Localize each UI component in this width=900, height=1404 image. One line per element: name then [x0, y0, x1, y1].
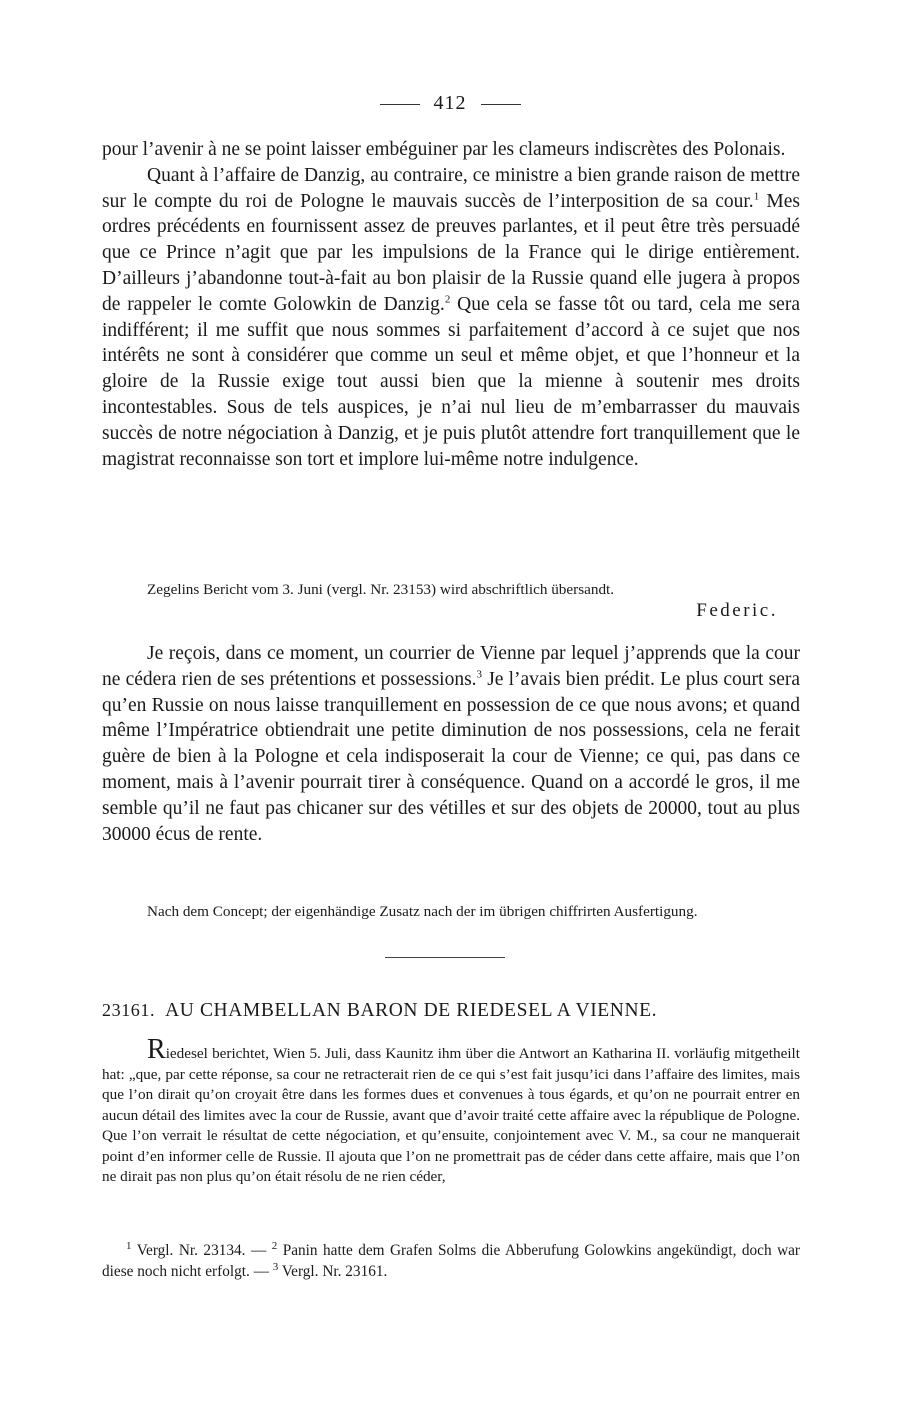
dash-right	[481, 104, 521, 105]
dropcap: R	[147, 1034, 166, 1065]
footnote-mark-1: 1	[126, 1239, 132, 1252]
text-run: Quant à l’affaire de Danzig, au contraire, ce ministre a bien grande raison de mettre sur le compte du roi de Pologne le mauvais succès de l’interposition de sa cour.	[102, 164, 800, 212]
paragraph-danzig	[102, 163, 800, 473]
footnote-mark-3: 3	[272, 1260, 279, 1273]
summary-text: iedesel berichtet, Wien 5. Juli, dass Kaunitz ihm über die Antwort an Katharina II. vorläufig mitgetheilt hat: „que, par cette réponse, sa cour ne retracterait rien de ce qui s’est fait jusqu’ici dans l’affaire des limites, mais que l’on dirait qu’on croyait être dans les formes dues et convenues à tous égards, et qu’on ne pourrait entrer en aucun détail des limites avec la cour de Russie, avant que d’avoir traité cette affaire avec la république de Pologne. Que l’on verrait le résultat de cette négociation, et qu’ensuite, conjointement avec V. M., sa cour ne manquerait point d’en informer celle de Russie. Il ajouta que l’on ne promettrait pas de céder dans cette affaire, mais que l’on ne dirait pas non plus qu’on était résolu de ne rien céder,	[102, 1045, 800, 1185]
editor-note-1: Zegelins Bericht vom 3. Juni (vergl. Nr. 23153) wird abschriftlich übersandt.	[147, 581, 615, 598]
document-number: 23161.	[102, 1000, 156, 1020]
footnote-3: Vergl. Nr. 23161.	[278, 1263, 388, 1280]
paragraph-continuation: pour l’avenir à ne se point laisser embéguiner par les clameurs indiscrètes des Polonais.	[102, 139, 786, 160]
footnotes	[102, 1240, 800, 1282]
text-run: Mes ordres précédents en fournissent assez de preuves parlantes, et il peut être très persuadé que ce Prince n’agit que par les impulsions de la France qui le dirige entièrement. D’ailleurs j’abandonne tout-à-fait au bon plaisir de la Russie quand elle jugera à propos de rappeler le comte Golowkin de Danzig.	[102, 190, 800, 315]
page-number-text: 412	[433, 92, 467, 114]
summary	[102, 1034, 800, 1188]
footnote-mark-2: 2	[271, 1239, 278, 1252]
section-separator	[385, 957, 505, 958]
footnote-ref-2: 2	[444, 293, 451, 306]
footnote-ref-3: 3	[476, 668, 483, 681]
dash-left	[380, 104, 420, 105]
footnote-ref-1: 1	[753, 190, 760, 203]
document-title: AU CHAMBELLAN BARON DE RIEDESEL A VIENNE.	[165, 1000, 658, 1021]
text-run: Je reçois, dans ce moment, un courrier de Vienne par lequel j’apprends que la cour ne cédera rien de ses prétentions et possessions.	[102, 643, 800, 690]
text-run: Que cela se fasse tôt ou tard, cela me sera indifférent; il me suffit que nous sommes si parfaitement d’accord à ce sujet que nos intérêts ne sont à considérer que comme un seul et même objet, et que l’honneur et la gloire de la Russie exige tout aussi bien que la mienne à soutenir mes droits incontestables. Sous de tels auspices, je n’ai nul lieu de m’embarrasser du mauvais succès de notre négociation à Danzig, et je puis plutôt attendre fort tranquillement que le magistrat reconnaisse son tort et implore lui-même notre indulgence.	[102, 293, 800, 470]
postscript	[102, 641, 800, 847]
paragraph-postscript	[102, 641, 800, 847]
letter-body	[102, 137, 800, 472]
text-run: Je l’avais bien prédit. Le plus court sera qu’en Russie on nous laisse tranquillement en possession de ce que nous avons; et quand même l’Impératrice obtiendrait une petite diminution de nos possessions, cela ne ferait guère de bien à la Pologne et cela indisposerait la cour de Vienne; ce qui, pas dans ce moment, mais à l’avenir pourrait tirer à conséquence. Quand on a accordé le gros, il me semble qu’il ne faut pas chicaner sur des vétilles et sur des objets de 20000, tout au plus 30000 écus de rente.	[102, 668, 800, 845]
document-heading	[102, 1000, 800, 1022]
footnote-1: Vergl. Nr. 23134. —	[131, 1242, 272, 1259]
signature: Federic.	[696, 600, 778, 621]
page-number	[0, 92, 900, 115]
footnote-2: Panin hatte dem Grafen Solms die Abberufung Golowkins angekündigt, doch war diese noch nicht erfolgt. —	[102, 1242, 801, 1280]
editor-note-2: Nach dem Concept; der eigenhändige Zusatz nach der im übrigen chiffrirten Ausfertigung.	[147, 903, 698, 920]
